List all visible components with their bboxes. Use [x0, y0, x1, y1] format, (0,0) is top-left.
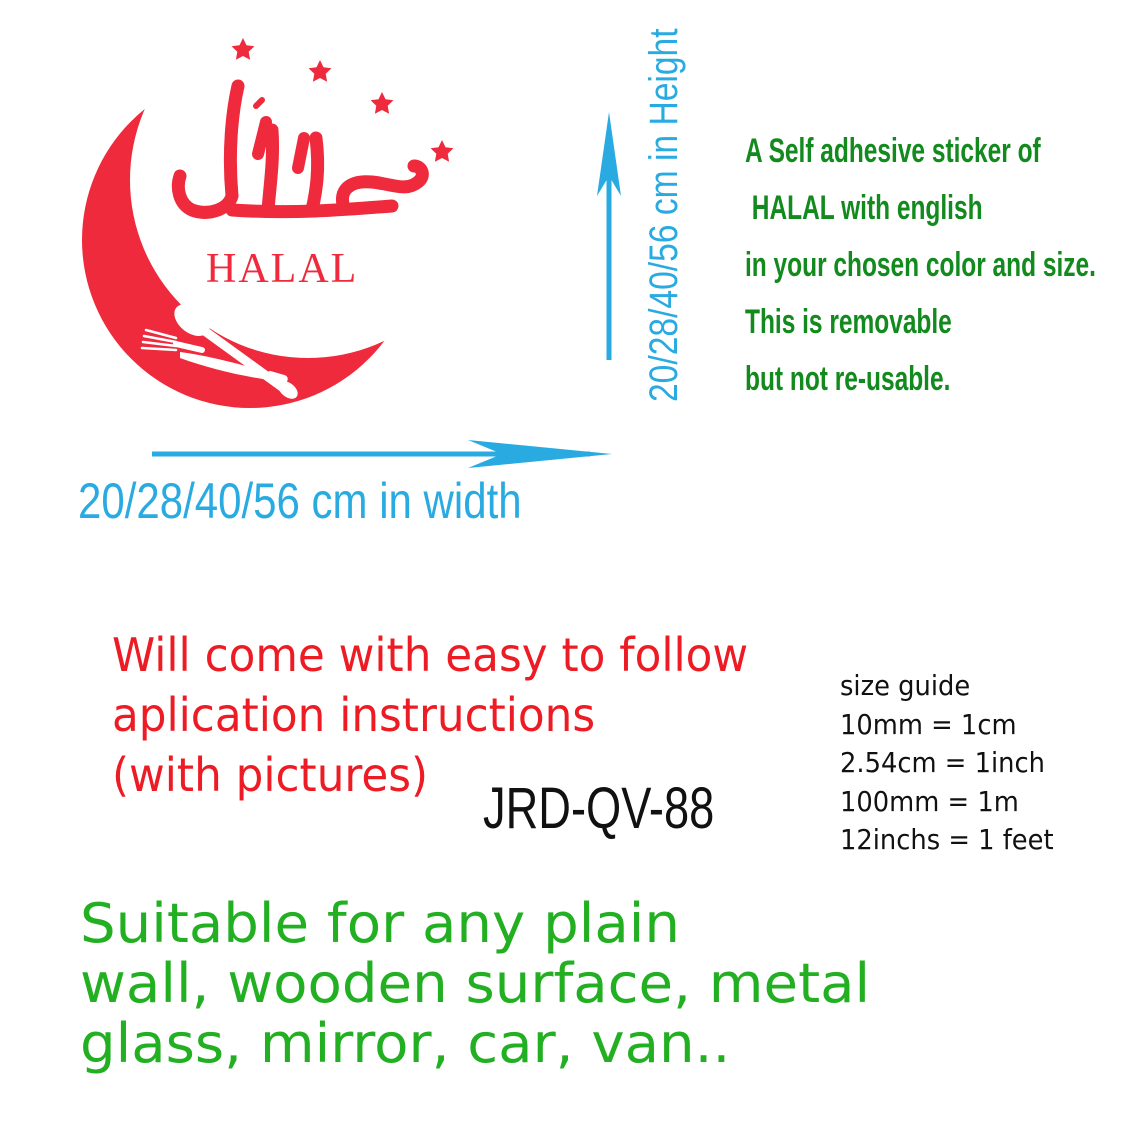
suitable-line: glass, mirror, car, van.. — [80, 1012, 731, 1075]
star-icon — [371, 92, 394, 114]
width-dimension-label: 20/28/40/56 cm in width — [78, 473, 522, 529]
suitable-line: Suitable for any plain — [80, 892, 680, 955]
instructions-line: aplication instructions — [112, 688, 596, 742]
size-guide-line: 2.54cm = 1inch — [840, 746, 1045, 779]
width-arrow-icon — [150, 436, 615, 472]
star-icon — [309, 60, 332, 82]
logo-english-word: HALAL — [206, 246, 359, 292]
description-line: A Self adhesive sticker of — [745, 132, 1041, 170]
crescent-moon-icon — [82, 72, 418, 408]
star-icon — [232, 38, 255, 60]
product-code: JRD-QV-88 — [483, 776, 715, 841]
height-dimension-text: 20/28/40/56 cm in Height — [642, 28, 686, 402]
description-line: in your chosen color and size. — [745, 246, 1096, 284]
size-guide — [840, 667, 1054, 860]
suitable-surfaces — [80, 894, 870, 1074]
size-guide-title: size guide — [840, 669, 971, 702]
size-guide-line: 10mm = 1cm — [840, 707, 1017, 741]
description-line: HALAL with english — [745, 189, 983, 227]
suitable-line: wall, wooden surface, metal — [80, 952, 871, 1015]
size-guide-line: 12inchs = 1 feet — [840, 823, 1054, 856]
height-dimension-label — [640, 28, 688, 402]
product-description — [745, 123, 1096, 408]
description-line: but not re-usable. — [745, 360, 951, 398]
instructions-line: (with pictures) — [112, 748, 429, 802]
star-icon — [431, 140, 454, 162]
halal-logo — [80, 20, 500, 420]
instructions-line: Will come with easy to follow — [112, 628, 749, 682]
height-arrow-icon — [592, 110, 626, 362]
description-line: This is removable — [745, 303, 952, 341]
size-guide-line: 100mm = 1m — [840, 784, 1019, 818]
